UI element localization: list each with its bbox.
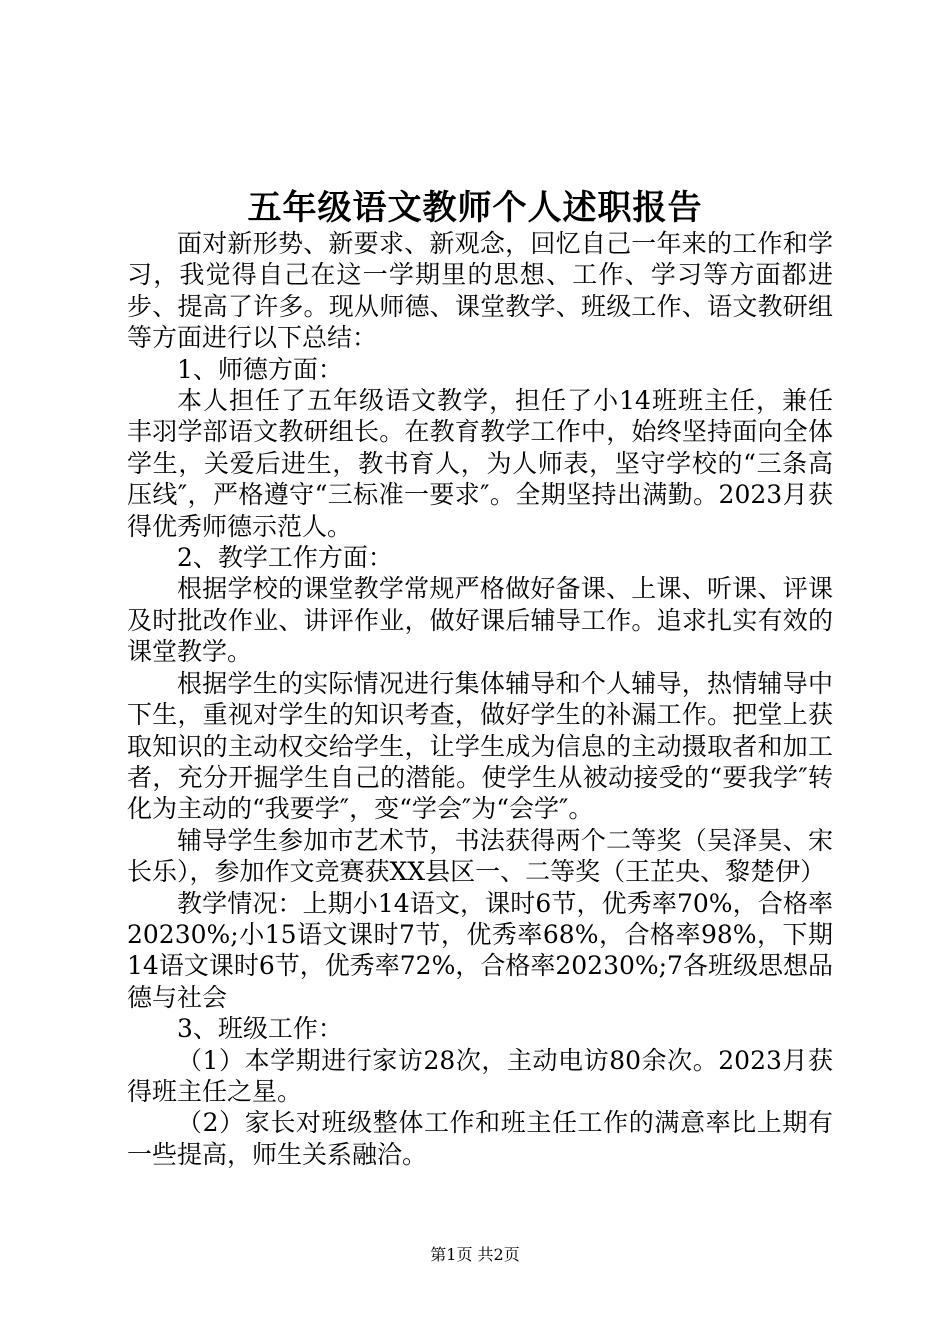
heading-teacher-ethics: 1、师德方面：: [177, 354, 343, 384]
heading-teaching-work: 2、教学工作方面：: [177, 543, 393, 573]
document-title: 五年级语文教师个人述职报告: [247, 188, 703, 228]
page-number-footer: 第1页 共2页: [430, 1245, 520, 1264]
paragraph-home-visits: （1）本学期进行家访28次，主动电访80余次。2023月获得班主任之星。: [127, 1045, 833, 1106]
paragraph-teacher-ethics: 本人担任了五年级语文教学，担任了小14班班主任，兼任丰羽学部语文教研组长。在教育教学工作中，始终坚持面向全体学生，关爱后进生，教书育人，为人师表，坚守学校的“三条高压线″，严格遵守“三标准一要求″。全期坚持出满勤。2023月获得优秀师德示范人。: [127, 386, 833, 541]
paragraph-teaching-stats: 教学情况：上期小14语文，课时6节，优秀率70%，合格率20230%;小15语文课时7节，优秀率68%，合格率98%，下期14语文课时6节，优秀率72%，合格率20230%;7各班级思想品德与社会: [127, 888, 833, 1012]
paragraph-parent-satisfaction: （2）家长对班级整体工作和班主任工作的满意率比上期有一些提高，师生关系融洽。: [127, 1108, 833, 1169]
paragraph-tutoring: 根据学生的实际情况进行集体辅导和个人辅导，热情辅导中下生，重视对学生的知识考查，做好学生的补漏工作。把堂上获取知识的主动权交给学生，让学生成为信息的主动摄取者和加工者，充分开掘学生自己的潜能。使学生从被动接受的“要我学″转化为主动的“我要学″，变“学会″为“会学″。: [127, 668, 833, 824]
paragraph-competitions: 辅导学生参加市艺术节，书法获得两个二等奖（吴泽昊、宋长乐），参加作文竞赛获XX县区一、二等奖（王芷央、黎楚伊）: [127, 825, 833, 887]
paragraph-teaching-routine: 根据学校的课堂教学常规严格做好备课、上课、听课、评课及时批改作业、讲评作业，做好课后辅导工作。追求扎实有效的课堂教学。: [127, 574, 833, 667]
document-body: [127, 228, 833, 1170]
heading-class-work: 3、班级工作：: [177, 1014, 343, 1044]
paragraph-intro: 面对新形势、新要求、新观念，回忆自己一年来的工作和学习，我觉得自己在这一学期里的思想、工作、学习等方面都进步、提高了许多。现从师德、课堂教学、班级工作、语文教研组等方面进行以下总结：: [127, 229, 833, 353]
